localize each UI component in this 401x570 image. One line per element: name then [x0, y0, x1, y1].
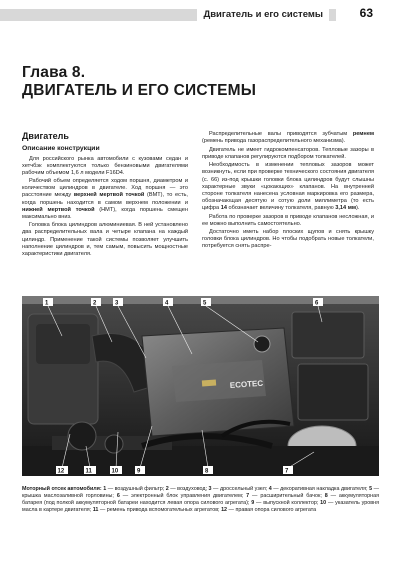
paragraph: Двигатель не имеет гидрокомпенсаторов. Тепловые зазоры в приводе клапанов регулируются подбором толкателей.: [202, 146, 374, 160]
paragraph: Работа по проверке зазоров в приводе клапанов несложная, и ее можно выполнить самостоятельно.: [202, 213, 374, 227]
page-number: 63: [359, 6, 373, 20]
callout-label: 3: [115, 300, 119, 307]
caption-item-text: — выпускной коллектор;: [254, 500, 321, 506]
engine-badge: ECOTEC: [229, 378, 264, 390]
right-column: [202, 131, 374, 252]
callout-label: 9: [137, 468, 141, 475]
chapter-number: Глава 8.: [22, 64, 86, 81]
caption-item-text: — правая опора силового агрегата: [227, 507, 317, 513]
caption-item-number: 12: [221, 507, 228, 513]
subsection-title: Описание конструкции: [22, 145, 100, 152]
paragraph: Распределительные валы приводятся зубчатым ремнем (ремень привода газораспределительного механизма).: [202, 131, 374, 145]
section-title: Двигатель: [22, 131, 69, 141]
caption-title: Моторный отсек автомобиля:: [22, 486, 102, 492]
callout-label: 1: [45, 300, 49, 307]
callout-label: 10: [111, 468, 119, 475]
caption-item-text: — дроссельный узел;: [211, 486, 269, 492]
caption-item-number: 4: [268, 486, 272, 492]
caption-item-number: 6: [116, 493, 120, 499]
caption-item-number: 5: [369, 486, 373, 492]
paragraph: Головка блока цилиндров алюминиевая. В ней установлено два распределительных вала и четыре клапана на каждый цилиндр. Применение такой системы позволяет улучшить наполнение цилиндров и, тем самым, повысить мощностные характеристики двигателя.: [22, 222, 188, 257]
left-column: [22, 131, 188, 259]
caption-item-text: — воздушный фильтр;: [106, 486, 166, 492]
chapter-heading: [22, 64, 382, 100]
caption-item-number: 10: [320, 500, 327, 506]
callout-label: 5: [203, 300, 207, 307]
paragraph: Достаточно иметь набор плоских щупов и снять крышку головки блока цилиндров. Но чтобы подобрать новые толкатели, потребуется снять распре-: [202, 229, 374, 250]
paragraph: Необходимость в изменении тепловых зазоров может возникнуть, если при проверке технического состояния двигателя (с. 66) из-под крышки головки блока цилиндров будут слышны характерные звуки «цокающих» клапанов. На внутренней стороне толкателя нанесена условная маркировка его размера, обозначающая десятую и сотую доли миллиметра (то есть цифра 14 обозначает величину толкателя, равную 3,14 мм).: [202, 162, 374, 211]
caption-item-text: — расширительный бачок;: [249, 493, 325, 499]
caption-item-number: 2: [165, 486, 169, 492]
callout-label: 2: [93, 300, 97, 307]
callout-label: 11: [85, 468, 92, 475]
caption-item-number: 8: [324, 493, 328, 499]
photo-caption: [22, 486, 379, 514]
callout-label: 6: [315, 300, 319, 307]
caption-item-text: — крышка маслозаливной горловины;: [22, 486, 379, 499]
caption-item-number: 3: [208, 486, 212, 492]
paragraph: Для российского рынка автомобили с кузовами седан и хетчбэк комплектуются только бензиновыми двигателями рабочим объемом 1,6 л модели F16D4.: [22, 155, 188, 176]
caption-item-number: 1: [103, 486, 107, 492]
caption-item-text: — аккумуляторная батарея (под полкой аккумуляторной батареи находится левая опора силового агрегата);: [22, 493, 379, 506]
engine-bay-photo: [22, 296, 379, 476]
caption-item-text: — электронный блок управления двигателем;: [119, 493, 247, 499]
callout-label: 12: [57, 468, 65, 475]
callout-label: 4: [165, 300, 169, 307]
paragraph: Рабочий объем определяется ходом поршня, диаметром и количеством цилиндров в двигателе. Ход поршня — это расстояние между верхней мертвой точкой (ВМТ), то есть, когда поршень находится в самом верхнем положении и нижней мертвой точкой (НМТ), когда поршень смещен максимально вниз.: [22, 178, 188, 220]
running-title: Двигатель и его системы: [197, 9, 329, 21]
caption-item-number: 11: [92, 507, 99, 513]
page-header: [0, 0, 401, 26]
callout-label: 8: [205, 468, 209, 475]
caption-item-text: — указатель уровня масла в картере двигателя;: [22, 500, 379, 513]
callout-label: 7: [285, 468, 289, 475]
caption-item-number: 9: [251, 500, 255, 506]
engine-bay-illustration: [22, 296, 379, 476]
caption-item-text: — воздуховод;: [168, 486, 209, 492]
chapter-title: ДВИГАТЕЛЬ И ЕГО СИСТЕМЫ: [22, 82, 257, 99]
caption-item-number: 7: [246, 493, 250, 499]
caption-item-text: — декоративная накладка двигателя;: [271, 486, 370, 492]
caption-item-text: — ремень привода вспомогательных агрегатов;: [98, 507, 222, 513]
